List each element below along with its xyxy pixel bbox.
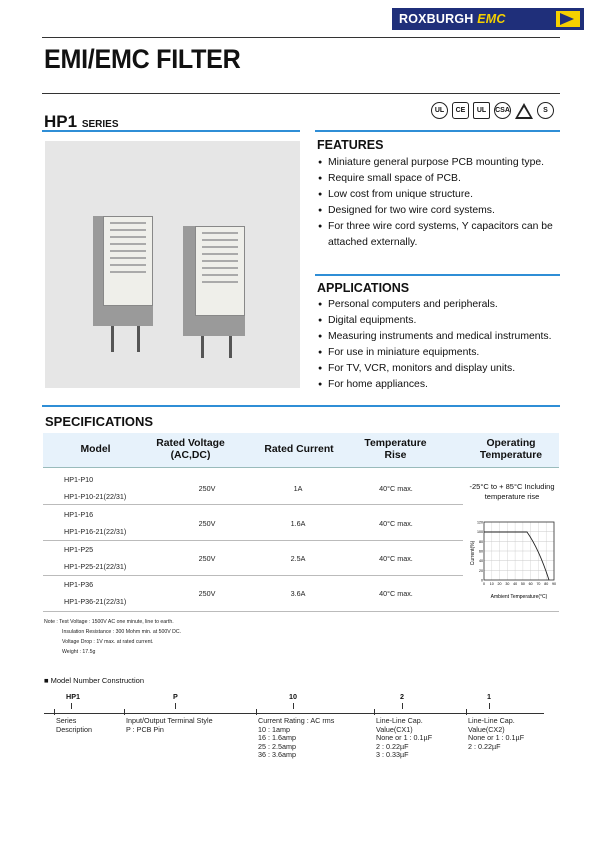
row-divider <box>43 540 463 541</box>
graph-xlabel: Ambient Temperature(°C) <box>490 594 548 600</box>
code-terminal: P <box>173 692 178 701</box>
note-line: Voltage Drop : 1V max. at rated current. <box>62 639 154 645</box>
series-title: HP1 SERIES <box>44 112 119 131</box>
spec-notes <box>44 617 181 657</box>
rise-cell: 40°C max. <box>379 589 413 598</box>
current-cell: 2.5A <box>290 554 306 563</box>
list-item: ● For three wire cord systems, Y capacitors can be attached externally. <box>318 219 563 251</box>
model-number-bracket <box>44 713 544 714</box>
left-accent-rule <box>42 130 300 132</box>
model-cell: HP1-P25 <box>64 545 94 554</box>
graph-ytick: 0 <box>481 578 483 583</box>
note-line: Note : Test Voltage : 1500V AC one minute, line to earth. <box>44 619 174 625</box>
code-cx1: 2 <box>400 692 404 701</box>
rise-cell: 40°C max. <box>379 554 413 563</box>
current-cell: 1A <box>293 484 303 493</box>
list-item: ● Measuring instruments and medical instruments. <box>318 329 563 345</box>
graph-ytick: 20 <box>479 568 483 573</box>
vde-triangle-icon <box>515 103 533 119</box>
row-divider <box>43 504 463 505</box>
model-cell: HP1-P36-21(22/31) <box>64 597 127 606</box>
graph-ytick: 60 <box>479 549 483 554</box>
specifications-rule <box>42 405 560 407</box>
derating-graph <box>469 519 559 601</box>
code-current: 10 <box>289 692 297 701</box>
row-divider <box>43 575 463 576</box>
title-divider <box>42 93 560 94</box>
graph-xtick: 70 <box>536 582 541 586</box>
csa-icon: CSA <box>494 102 511 119</box>
col-header-current: Rated Current <box>264 444 334 455</box>
code-series: HP1 <box>66 692 80 701</box>
model-cell: HP1-P10 <box>64 475 94 484</box>
specifications-heading: SPECIFICATIONS <box>45 414 154 429</box>
list-item: ● Designed for two wire cord systems. <box>318 203 563 219</box>
graph-xtick: 40 <box>513 582 518 586</box>
graph-xtick: 60 <box>528 582 533 586</box>
desc-cx1: Line-Line Cap. Value(CX1) None or 1 : 0.1µF 2 : 0.22µF 3 : 0.33µF <box>376 716 433 759</box>
certification-marks <box>431 102 554 119</box>
applications-heading: APPLICATIONS <box>317 281 410 295</box>
list-item: ● Miniature general purpose PCB mounting type. <box>318 155 563 171</box>
graph-xtick: 10 <box>489 582 494 586</box>
s-mark-icon: S <box>537 102 554 119</box>
graph-ytick: 100 <box>477 530 483 535</box>
brand-text: ROXBURGH EMC <box>399 12 506 26</box>
graph-xtick: 80 <box>544 582 549 586</box>
graph-ytick: 80 <box>479 539 483 544</box>
graph-xtick: 30 <box>505 582 510 586</box>
desc-terminal: Input/Output Terminal Style P : PCB Pin <box>126 716 213 734</box>
model-cell: HP1-P25-21(22/31) <box>64 562 127 571</box>
graph-ylabel: Current(%) <box>470 540 476 566</box>
filter-unit-image <box>93 216 153 326</box>
desc-current: Current Rating : AC rms 10 : 1amp 16 : 1.6amp 25 : 2.5amp 36 : 3.6amp <box>258 716 335 759</box>
applications-rule <box>315 274 560 276</box>
product-photo <box>45 141 300 388</box>
filter-unit-image-2 <box>183 226 245 336</box>
col-header-model: Model <box>80 444 111 455</box>
col-header-voltage: Rated Voltage (AC,DC) <box>156 438 225 461</box>
right-accent-rule <box>315 130 560 132</box>
ul-listed-icon: UL <box>473 102 490 119</box>
list-item: ● Low cost from unique structure. <box>318 187 563 203</box>
code-cx2: 1 <box>487 692 491 701</box>
rise-cell: 40°C max. <box>379 484 413 493</box>
current-cell: 3.6A <box>290 589 306 598</box>
voltage-cell: 250V <box>198 519 216 528</box>
graph-xtick: 0 <box>483 582 485 586</box>
desc-series: Series Description <box>56 716 92 734</box>
spec-table-header <box>43 433 559 468</box>
model-cell: HP1-P10-21(22/31) <box>64 492 127 501</box>
row-divider <box>43 611 559 612</box>
ul-recognized-icon: UL <box>431 102 448 119</box>
features-list <box>318 155 563 251</box>
current-cell: 1.6A <box>290 519 306 528</box>
voltage-cell: 250V <box>198 554 216 563</box>
brand-arrow-icon <box>556 11 580 27</box>
list-item: ● Require small space of PCB. <box>318 171 563 187</box>
top-divider <box>42 37 560 38</box>
graph-ytick: 40 <box>479 559 483 564</box>
model-cell: HP1-P16-21(22/31) <box>64 527 127 536</box>
graph-ytick: 120 <box>477 520 483 525</box>
voltage-cell: 250V <box>198 484 216 493</box>
list-item: ● For home appliances. <box>318 377 563 393</box>
list-item: ● For use in miniature equipments. <box>318 345 563 361</box>
rise-cell: 40°C max. <box>379 519 413 528</box>
list-item: ● Personal computers and peripherals. <box>318 297 563 313</box>
model-cell: HP1-P36 <box>64 580 94 589</box>
model-number-heading: ■ Model Number Construction <box>44 676 144 685</box>
operating-temperature-range: -25°C to + 85°C Including temperature rise <box>469 482 555 501</box>
applications-list <box>318 297 563 393</box>
col-header-operating: Operating Temperature <box>479 438 543 461</box>
list-item: ● For TV, VCR, monitors and display units. <box>318 361 563 377</box>
voltage-cell: 250V <box>198 589 216 598</box>
graph-xtick: 90 <box>552 582 556 586</box>
model-cell: HP1-P16 <box>64 510 94 519</box>
desc-cx2: Line-Line Cap. Value(CX2) None or 1 : 0.1µF 2 : 0.22µF <box>468 716 525 751</box>
derating-curve <box>484 532 549 580</box>
col-header-rise: Temperature Rise <box>364 438 427 461</box>
graph-xtick: 20 <box>497 582 502 586</box>
page-title: EMI/EMC FILTER <box>44 44 241 74</box>
features-heading: FEATURES <box>317 138 384 152</box>
list-item: ● Digital equipments. <box>318 313 563 329</box>
graph-xtick: 50 <box>520 582 525 586</box>
note-line: Insulation Resistance : 300 Mohm min. at 500V DC. <box>62 629 182 635</box>
ce-mark-icon: CE <box>452 102 469 119</box>
note-line: Weight : 17.5g <box>62 649 96 655</box>
brand-logo <box>392 8 584 30</box>
